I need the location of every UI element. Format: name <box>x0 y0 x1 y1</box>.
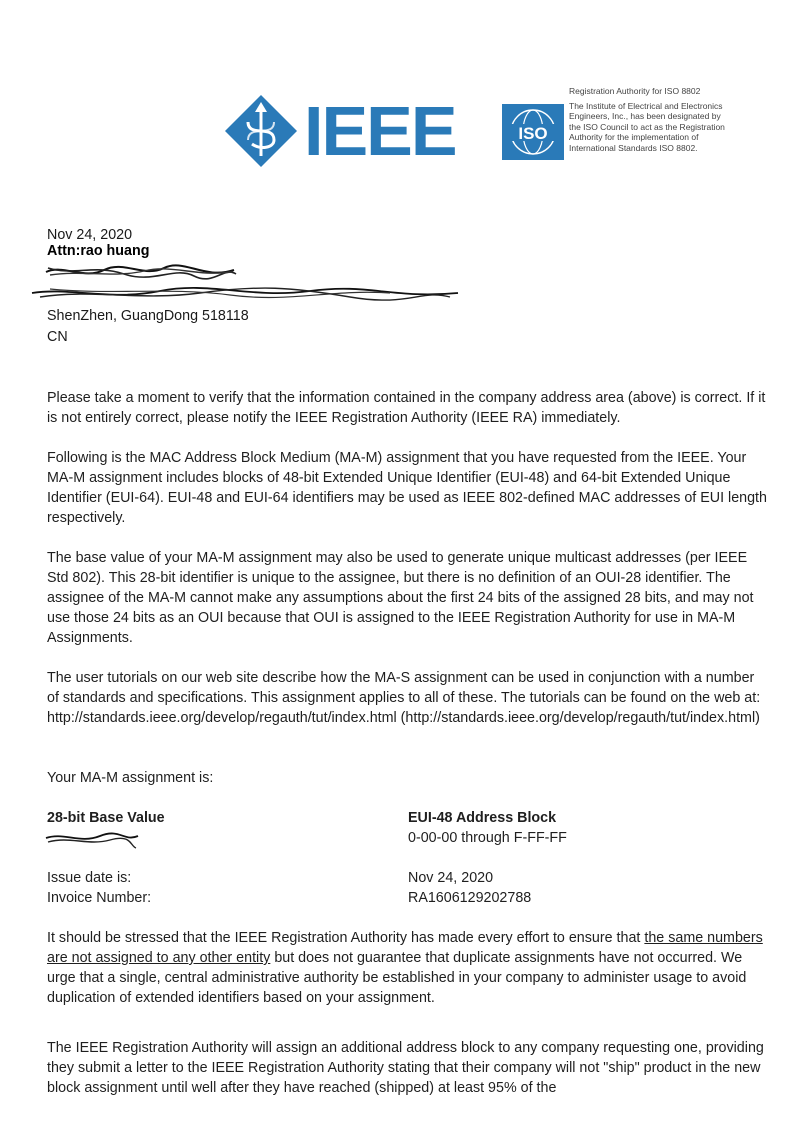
issue-date-label: Issue date is: <box>47 870 132 886</box>
ra-desc-line: Engineers, Inc., has been designated by <box>569 111 721 122</box>
ra-desc-line: International Standards ISO 8802. <box>569 142 698 153</box>
paragraph-additional-block: The IEEE Registration Authority will assign an additional address block to any company requesting one, providing they submit a letter to the IEEE Registration Authority stating that their company will not "ship" product in the new block assignment until well after they have reached (shipped) at least 95% of the <box>47 1040 764 1096</box>
address-block-label: EUI-48 Address Block <box>408 810 557 826</box>
ra-description <box>569 86 769 154</box>
uniqueness-emphasis: the same numbers are not assigned to any other entity <box>47 930 763 966</box>
paragraph-verify: Please take a moment to verify that the information contained in the company address area (above) is correct. If it is not entirely correct, please notify the IEEE Registration Authority (IEEE RA) immediately. <box>47 390 766 426</box>
ra-desc-line: The Institute of Electrical and Electronics <box>569 100 723 111</box>
paragraph-assignment-intro: Following is the MAC Address Block Medium (MA-M) assignment that you have requested from the IEEE. Your MA-M assignment includes blocks of 48-bit Extended Unique Identifier (EUI-48) and 64-bit Extended Unique Identifier (EUI-64). EUI-48 and EUI-64 identifiers may be used as IEEE 802-defined MAC addresses of EUI length respectively. <box>47 450 767 526</box>
ra-desc-line: the ISO Council to act as the Registration <box>569 121 725 132</box>
iso-logo-label: ISO <box>518 124 548 143</box>
paragraph-assignment-is: Your MA-M assignment is: <box>47 770 214 786</box>
invoice-number-value: RA1606129202788 <box>408 890 532 906</box>
city-line: ShenZhen, GuangDong 518118 <box>47 308 249 324</box>
invoice-number-label: Invoice Number: <box>47 890 152 906</box>
ra-title: Registration Authority for ISO 8802 <box>569 86 701 96</box>
redacted-company-name <box>44 262 240 282</box>
issue-date-value: Nov 24, 2020 <box>408 870 494 886</box>
letter-date: Nov 24, 2020 <box>47 227 133 243</box>
country-line: CN <box>47 329 68 345</box>
paragraph-uniqueness <box>47 928 767 1008</box>
ieee-logo <box>224 94 468 168</box>
uniqueness-text-end: but does not guarantee that duplicate assignments have not occurred. We urge that a single, central administrative authority be established in your company to administer usage to avoid duplication of extended identifiers based on your assignment. <box>47 950 747 1006</box>
ra-desc-line: Authority for the implementation of <box>569 132 699 143</box>
redacted-street-address <box>30 283 462 305</box>
ieee-diamond-icon <box>224 94 298 168</box>
redacted-base-value <box>44 828 140 852</box>
paragraph-tutorials: The user tutorials on our web site describe how the MA-S assignment can be used in conjunction with a number of standards and specifications. This assignment applies to all of these. The tutorials can be found on the web at: http://standards.ieee.org/develop/regauth/tut/index.html (http://standards.ieee.org/develop/regauth/tut/index.html) <box>47 670 761 726</box>
iso-logo-icon <box>502 104 564 160</box>
ieee-wordmark: IEEE <box>304 92 456 170</box>
attn-line: Attn:rao huang <box>47 243 150 259</box>
paragraph-base-value: The base value of your MA-M assignment may also be used to generate unique multicast addresses (per IEEE Std 802). This 28-bit identifier is unique to the assignee, but there is no definition of an OUI-28 identifier. The assignee of the MA-M cannot make any assumptions about the first 24 bits of the assigned 28 bits, and may not use those 24 bits as an OUI because that OUI is assigned to the IEEE Registration Authority for use in MA-M Assignments. <box>47 550 754 646</box>
address-block-range: 0-00-00 through F-FF-FF <box>408 830 567 846</box>
base-value-label: 28-bit Base Value <box>47 810 165 826</box>
uniqueness-text-start: It should be stressed that the IEEE Registration Authority has made every effort to ensure that <box>47 930 645 946</box>
